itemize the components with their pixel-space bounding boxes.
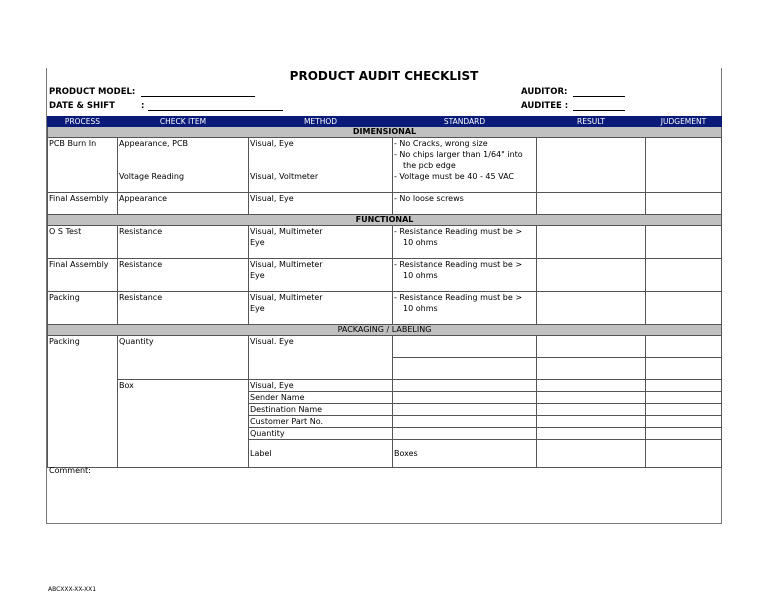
result-cell[interactable] [537,428,646,440]
product-model-label: PRODUCT MODEL: [49,87,136,97]
standard-text: - Voltage must be 40 - 45 VAC [394,172,514,181]
result-cell[interactable] [537,404,646,416]
method-cell: Sender Name [249,392,393,404]
judgement-cell[interactable] [646,292,722,325]
result-cell[interactable] [537,358,646,380]
result-cell[interactable] [537,292,646,325]
standard-text: - Resistance Reading must be > [394,227,523,236]
judgement-cell[interactable] [646,336,722,358]
process-cell: PCB Burn In [48,138,118,193]
process-cell: Packing [48,292,118,325]
col-judgement: JUDGEMENT [646,117,722,127]
auditee-field[interactable] [573,110,625,111]
standard-text: 10 ohms [403,304,438,313]
method-cell [249,226,393,259]
method-text: Eye [250,238,265,247]
standard-cell [393,138,537,193]
comment-area[interactable] [47,476,721,522]
method-cell [393,440,537,468]
method-cell [249,138,393,193]
standard-text: - No Cracks, wrong size [394,139,488,148]
judgement-cell[interactable] [646,358,722,380]
standard-text: - Resistance Reading must be > [394,293,523,302]
method-text: Eye [250,271,265,280]
judgement-cell[interactable] [646,226,722,259]
standard-cell [393,292,537,325]
auditor-field[interactable] [573,96,625,97]
judgement-cell[interactable] [646,404,722,416]
table-row [48,292,722,325]
table-row [48,193,722,215]
check-item-cell: Resistance [118,226,249,259]
result-cell[interactable] [537,138,646,193]
auditor-label: AUDITOR: [521,87,568,97]
method-cell: Visual. Eye [249,336,393,380]
judgement-cell[interactable] [646,193,722,215]
table-row [48,226,722,259]
check-item-cell: Resistance [118,292,249,325]
process-cell: Final Assembly [48,193,118,215]
col-standard: STANDARD [393,117,537,127]
date-shift-colon: : [141,101,145,111]
method-cell [249,259,393,292]
method-text: Visual, Multimeter [250,293,323,302]
product-model-field[interactable] [141,96,255,97]
standard-text: - No chips larger than 1/64" into [394,150,523,159]
method-cell: Customer Part No. [249,416,393,428]
method-cell: Visual, Eye [249,380,393,392]
judgement-cell[interactable] [646,259,722,292]
standard-cell[interactable] [393,336,537,358]
col-check-item: CHECK ITEM [118,117,249,127]
check-item-text: Label [250,449,272,458]
section-dimensional [48,127,722,138]
check-item-cell [249,440,393,468]
standard-text: - Resistance Reading must be > [394,260,523,269]
standard-cell[interactable] [537,440,646,468]
standard-cell[interactable] [393,416,537,428]
result-cell[interactable] [537,416,646,428]
standard-cell[interactable] [393,358,537,380]
date-shift-field[interactable] [148,110,283,111]
check-item-cell [118,138,249,193]
section-title: DIMENSIONAL [48,127,722,138]
method-text: Visual, Eye [250,139,294,148]
method-text: Eye [250,304,265,313]
method-text: Visual, Voltmeter [250,172,319,181]
audit-table [47,116,722,468]
standard-cell [393,259,537,292]
judgement-cell[interactable] [646,380,722,392]
judgement-cell[interactable] [646,416,722,428]
result-cell[interactable] [537,226,646,259]
check-item-cell: Appearance [118,193,249,215]
col-method: METHOD [249,117,393,127]
method-text: Visual, Multimeter [250,260,323,269]
auditee-label: AUDITEE : [521,101,569,111]
method-text: Boxes [394,449,418,458]
section-packaging [48,325,722,336]
judgement-cell[interactable] [646,428,722,440]
method-cell: Destination Name [249,404,393,416]
table-header-row [48,117,722,127]
check-item-cell: Box [118,380,249,468]
process-cell: Packing [48,336,118,468]
standard-text: 10 ohms [403,238,438,247]
result-cell[interactable] [646,440,722,468]
table-row [48,259,722,292]
judgement-cell[interactable] [646,392,722,404]
checklist-sheet [46,68,722,524]
standard-text: the pcb edge [403,161,456,170]
section-functional [48,215,722,226]
standard-cell: - No loose screws [393,193,537,215]
document-reference: ABCXXX-XX-XX1 [48,586,97,593]
page-title: PRODUCT AUDIT CHECKLIST [289,69,479,83]
col-result: RESULT [537,117,646,127]
check-item-cell: Resistance [118,259,249,292]
result-cell[interactable] [537,336,646,358]
section-title: PACKAGING / LABELING [48,325,722,336]
method-cell [249,292,393,325]
standard-cell[interactable] [393,392,537,404]
table-row [48,138,722,193]
comment-label: Comment: [49,466,91,475]
judgement-cell[interactable] [646,138,722,193]
check-item-text: Voltage Reading [119,172,185,181]
check-item-text: Appearance, PCB [119,139,189,148]
result-cell[interactable] [537,380,646,392]
col-process: PROCESS [48,117,118,127]
standard-cell[interactable] [393,380,537,392]
section-title: FUNCTIONAL [48,215,722,226]
standard-cell[interactable] [393,404,537,416]
date-shift-label: DATE & SHIFT [49,101,115,111]
standard-cell[interactable] [393,428,537,440]
process-cell: Final Assembly [48,259,118,292]
table-row [48,336,722,358]
method-text: Visual, Multimeter [250,227,323,236]
table-row [48,380,722,392]
process-cell: O S Test [48,226,118,259]
check-item-cell: Quantity [118,336,249,380]
result-cell[interactable] [537,193,646,215]
result-cell[interactable] [537,259,646,292]
method-cell: Quantity [249,428,393,440]
standard-cell [393,226,537,259]
method-cell: Visual, Eye [249,193,393,215]
standard-text: 10 ohms [403,271,438,280]
result-cell[interactable] [537,392,646,404]
